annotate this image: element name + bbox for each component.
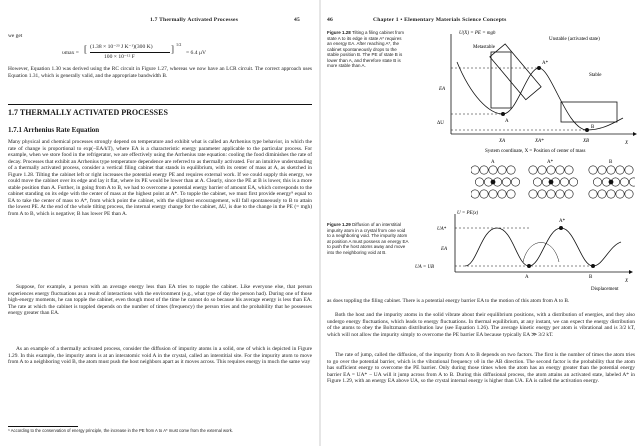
host-atom	[502, 178, 510, 186]
host-atom	[598, 190, 606, 198]
fig29-ea-label: EA	[441, 247, 448, 252]
fig28-point-b	[585, 128, 589, 132]
fig29-lattice-astar-label: A*	[547, 160, 554, 165]
host-atom	[625, 190, 633, 198]
host-atom	[489, 166, 497, 174]
equation-fraction-bar	[90, 52, 170, 53]
host-atom	[511, 178, 519, 186]
fig29-b-label: B	[589, 275, 593, 280]
left-page	[0, 0, 320, 446]
fig29-energy-curve	[465, 228, 621, 266]
page-number: 46	[327, 17, 333, 23]
paragraph-jump-rate: The rate of jump, called the diffusion, of the impurity from A to B depends on two factors. The first is the number of times the atom tries to go over the potential barrier, which is the vibrational frequency υ0 in the AB direction. The second factor is the probability that the atom has sufficient energy to overcome the PE barrier. Only during those times when the atom has an energy greater than the potential energy barrier EA = UA* − UA will it jump across from A to B. During this diffusional process, the atom attains an activated state, labeled A* in Figure 1.29, with an energy EA above UA, so the crystal internal energy is higher than UA. EA is called the activation energy.	[327, 352, 635, 385]
intro-text: we get	[8, 33, 23, 39]
fig28-x-label: X	[625, 141, 629, 146]
host-atom	[538, 190, 546, 198]
running-header: Chapter 1 • Elementary Materials Science Concepts	[373, 17, 507, 23]
equation-denominator: 100 × 10⁻¹² F	[104, 54, 135, 60]
equation-bracket-open: [	[84, 44, 87, 54]
footnote-rule	[8, 426, 78, 427]
host-atom	[547, 166, 555, 174]
host-atom	[607, 166, 615, 174]
host-atom	[593, 178, 601, 186]
running-header: 1.7 Thermally Activated Processes	[150, 17, 239, 23]
host-atom	[598, 166, 606, 174]
figure-1-29-text: Diffusion of an interstitial impurity atom in a crystal from one void to a neighboring void. The impurity atom at position A must possess an energy EA to push the host atoms away and move into the neighboring void at B.	[327, 222, 409, 255]
paragraph-vibration: Both the host and the impurity atoms in the solid vibrate about their equilibrium positions, with a distribution of energies, and they also undergo energy fluctuations, which leads to energy fluctuations. In thermal equilibrium, at any instant, we can expect the energy distribution of the atoms to obey the Boltzmann distribution law (see Equation 1.26). The average kinetic energy per atom is vibrational and is 3/2 kT, which will not allow the impurity simply to overcome the PE barrier EA because typically EA ≫ 3/2 kT.	[327, 312, 635, 338]
fig28-x-arrow	[633, 132, 637, 136]
after-equation-paragraph: However, Equation 1.30 was derived using the RC circuit in Figure 1.27, whereas we now have an LCR circuit. The correct approach uses Equation 1.31, which is generally valid, and the appropriate bandwidth B.	[8, 66, 312, 79]
host-atom	[560, 178, 568, 186]
fig29-lattice-a-label: A	[491, 160, 495, 165]
host-atom	[471, 190, 479, 198]
fig28-ylabel: U(X) = PE = mgh	[459, 31, 496, 36]
host-atom	[529, 166, 537, 174]
host-atom	[565, 190, 573, 198]
host-atom	[533, 178, 541, 186]
host-atom	[538, 166, 546, 174]
subsection-heading: 1.7.1 Arrhenius Rate Equation	[8, 126, 100, 134]
fig29-ylabel: U = PE(x)	[457, 211, 479, 216]
host-atom	[625, 166, 633, 174]
figure-1-28-text: Tilting a filing cabinet from state A to its edge in state A* requires an energy EA. After reaching A*, the cabinet spontaneously drops to the stable position B. The PE of state B is lower than A, and therefore state B is more stable than A.	[327, 30, 405, 68]
fig28-xa-label: XA	[499, 139, 506, 144]
host-atom	[620, 178, 628, 186]
host-atom	[529, 190, 537, 198]
host-atom	[616, 166, 624, 174]
paragraph-diffusion: As an example of a thermally activated process, consider the diffusion of impurity atoms in a solid, one of which is depicted in Figure 1.29. In this example, the impurity atom is at an interatomic void A in the crystal, called an interstitial site. For the impurity atom to move from A to a neighboring void B, the atom must push the host neighbors apart as it moves across. This requires energy in much the same way	[8, 346, 312, 366]
fig28-ea-label: EA	[439, 87, 446, 92]
fig28-stable-label: Stable	[589, 73, 602, 78]
fig29-ua-ub-label: UA = UB	[415, 265, 435, 270]
host-atom	[498, 166, 506, 174]
fig29-point-astar	[559, 226, 563, 230]
section-heading: 1.7 THERMALLY ACTIVATED PROCESSES	[8, 108, 168, 117]
fig28-point-a	[501, 112, 505, 116]
figure-1-29-lattice	[471, 156, 635, 204]
fig28-xastar-label: XA*	[535, 139, 544, 144]
fig29-x-label: X	[625, 279, 629, 284]
host-atom	[607, 190, 615, 198]
equation-lhs: υmax =	[62, 50, 79, 56]
host-atom	[589, 190, 597, 198]
footnote: ⁹ According to the conservation of energy principle, the increase in the PE from A to A* must come from the external work.	[8, 428, 234, 433]
page-number: 45	[294, 17, 300, 23]
fig28-cabinet-metastable	[491, 52, 511, 108]
host-atom	[471, 166, 479, 174]
fig29-point-a	[527, 264, 531, 268]
fig29-a-label: A	[525, 275, 529, 280]
section-rule	[8, 104, 312, 105]
fig28-b-label: B	[591, 125, 595, 130]
fig28-a-label: A	[505, 119, 509, 124]
fig29-lattice-b-label: B	[609, 160, 613, 165]
host-atom	[556, 166, 564, 174]
paragraph-barrier: as does toppling the filing cabinet. There is a potential energy barrier EA to the motion of this atom from A to B.	[327, 298, 570, 304]
equation-numerator: (1.38 × 10⁻²³ J K⁻¹)(300 K)	[90, 44, 153, 50]
paragraph-energy-fluctuations: Suppose, for example, a person with an average energy less than EA tries to topple the cabinet. Like everyone else, that person experiences energy fluctuations as a result of interactions with the environment (e.g., what type of day the person had). During one of those high-energy moments, he can topple the cabinet, even though most of the time he cannot do so because his average energy is less than EA. The rate at which the cabinet is toppled depends on the number of times (frequency) the person tries and the probability that he possesses energy greater than EA.	[8, 284, 312, 317]
host-atom	[547, 190, 555, 198]
figure-1-29-diagram	[411, 206, 637, 298]
fig29-point-b	[591, 264, 595, 268]
host-atom	[498, 190, 506, 198]
host-atom	[507, 190, 515, 198]
host-atom	[475, 178, 483, 186]
host-atom	[489, 190, 497, 198]
fig29-ua-star-label: UA*	[437, 227, 447, 232]
host-atom	[507, 166, 515, 174]
paragraph-arrhenius: Many physical and chemical processes strongly depend on temperature and exhibit what is called an Arrhenius type behavior, in which the rate of change is proportional to exp(−EA/kT), where EA is a characteristic energy parameter applicable to the particular process. For example, when we store food in the refrigerator, we are effectively using the Arrhenius rate equation: cooling the food diminishes the rate of decay. Processes that exhibit an Arrhenius type temperature dependence are referred to as thermally activated. For an intuitive understanding of a thermally activated process, consider a vertical filing cabinet that stands in equilibrium, with its center of mass at A, as sketched in Figure 1.28. Tilting the cabinet left or right increases the potential energy PE and requires external work. If we could supply this energy, we could move the cabinet over its edge and lay it flat, where its PE would be lower than at A. Clearly, since the PE at B is lower, this is a more stable position than A. Further, in going from A to B, we had to overcome a potential energy barrier of amount EA, which corresponds to the cabinet standing on its edge with the center of mass at the highest point at A*. To topple the cabinet, we must first provide energy⁹ equal to EA to take the center of mass to A*, from which point the cabinet, with the slightest encouragement, will fall spontaneously to B to attain the lowest PE. At the end of the whole tilting process, the internal energy change for the cabinet, ΔU, is due to the change in the PE (= mgh) from A to B, which is negative; B has lower PE than A.	[8, 139, 312, 218]
host-atom	[569, 178, 577, 186]
figure-1-28-caption	[327, 30, 407, 69]
host-atom	[480, 190, 488, 198]
host-atom	[556, 190, 564, 198]
fig28-metastable-label: Metastable	[473, 45, 495, 50]
equation-exponent: 1/2	[176, 42, 182, 47]
fig29-astar-label: A*	[559, 219, 566, 224]
fig28-point-astar	[537, 66, 541, 70]
figure-1-29-label: Figure 1.29	[327, 222, 351, 227]
host-atom	[589, 166, 597, 174]
fig29-xaxis-title: Displacement	[591, 287, 619, 292]
fig28-du-label: ΔU	[437, 121, 444, 126]
fig28-cabinet-stable	[561, 102, 617, 122]
fig28-unstable-label: Unstable (activated state)	[549, 37, 600, 42]
host-atom	[629, 178, 635, 186]
fig28-xaxis-title: System coordinate, X = Position of center of mass	[485, 149, 586, 154]
fig28-astar-label: A*	[542, 61, 549, 66]
figure-1-28-diagram	[411, 26, 637, 156]
equation-result: = 6.4 μV	[186, 50, 206, 56]
fig29-impurity-atom-a	[491, 180, 496, 185]
host-atom	[565, 166, 573, 174]
equation-bracket-close: ]	[171, 44, 174, 54]
right-page	[321, 0, 641, 446]
fig29-impurity-atom-astar	[549, 180, 554, 185]
fig29-impurity-atom-b	[609, 180, 614, 185]
host-atom	[616, 190, 624, 198]
fig29-x-arrow	[629, 270, 633, 274]
figure-1-29-caption	[327, 222, 409, 255]
host-atom	[480, 166, 488, 174]
fig29-jump-arrow	[523, 243, 559, 263]
fig28-xb-label: XB	[583, 139, 590, 144]
figure-1-28-label: Figure 1.28	[327, 30, 351, 35]
